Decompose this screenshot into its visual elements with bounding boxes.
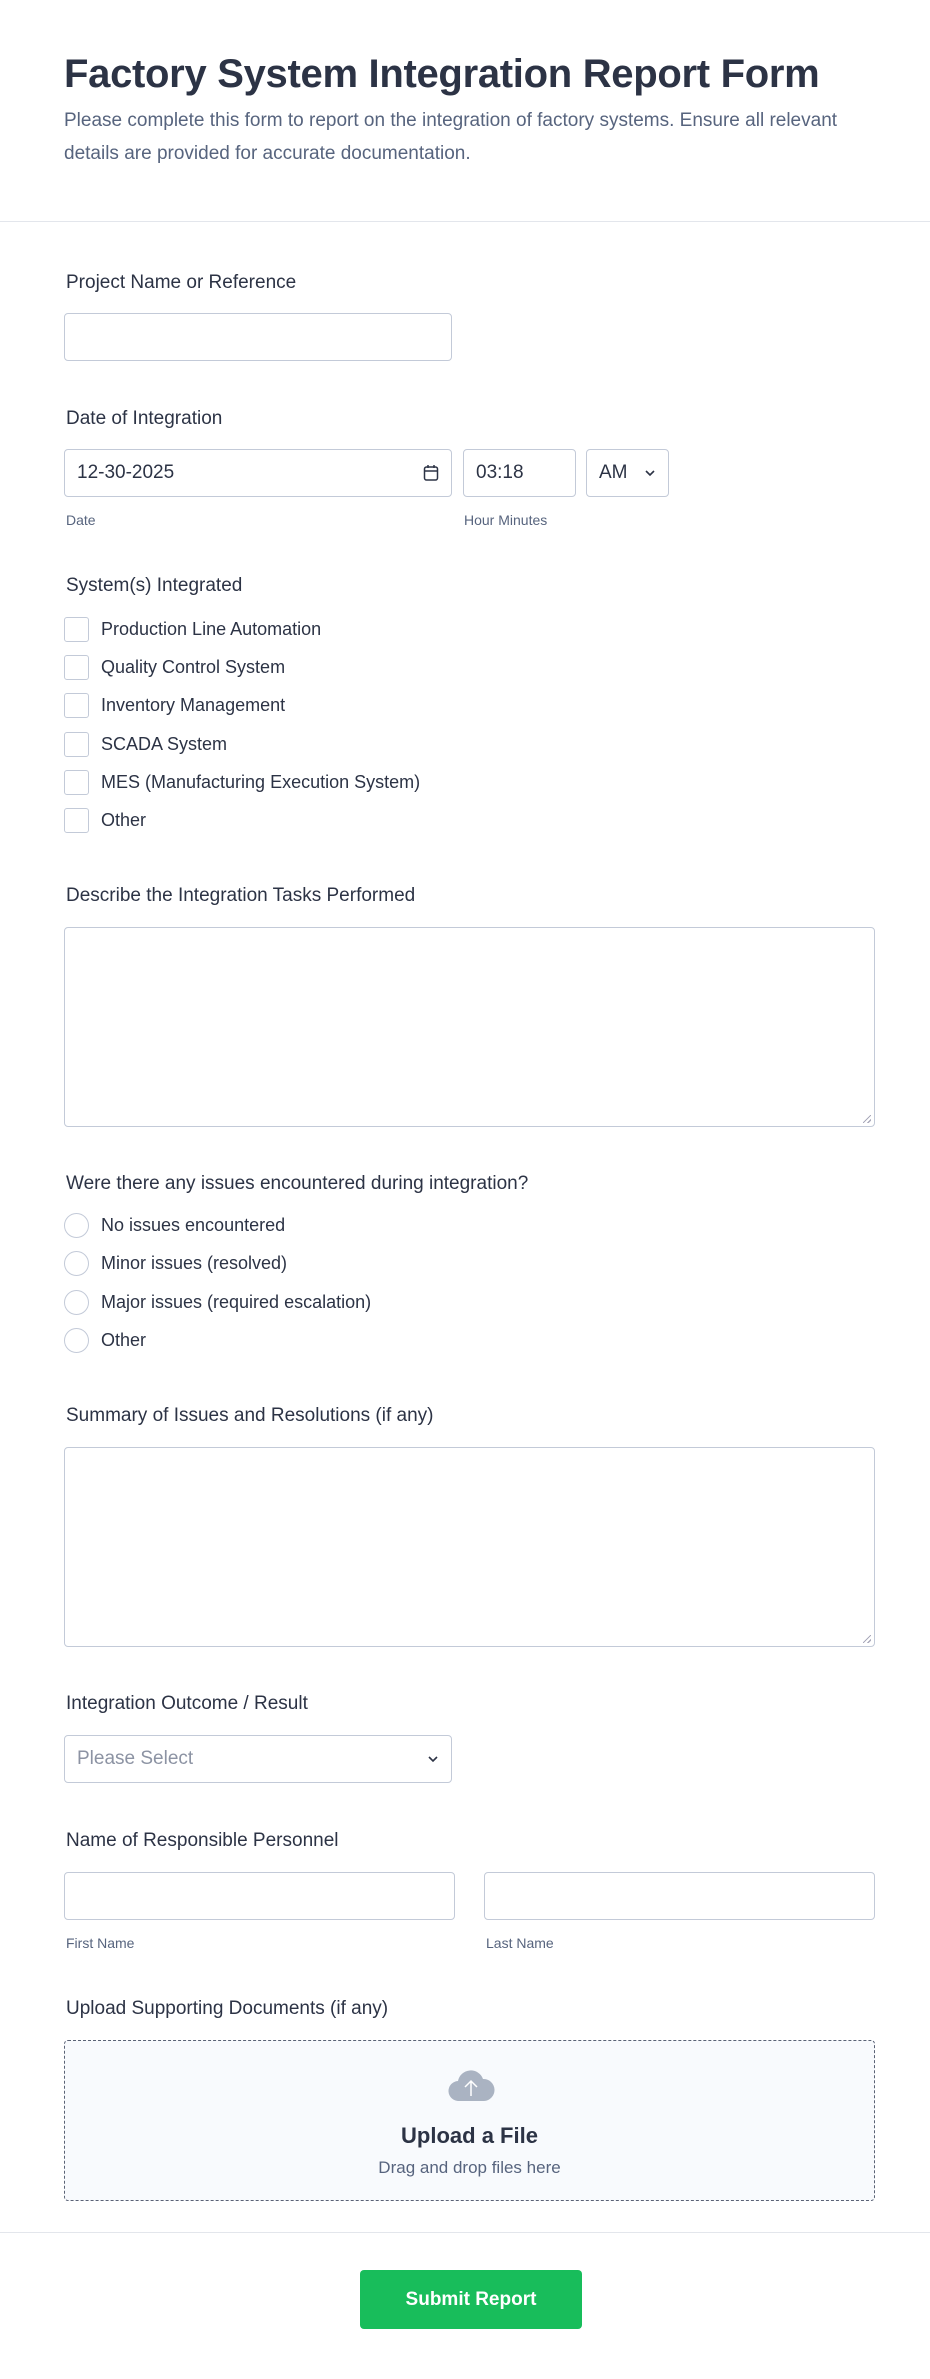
resize-handle-icon[interactable]	[863, 1635, 871, 1643]
checkbox-option[interactable]	[64, 617, 321, 642]
checkbox-option[interactable]	[64, 732, 227, 757]
summary-textarea[interactable]	[64, 1447, 875, 1647]
submit-button[interactable]: Submit Report	[360, 2270, 582, 2329]
checkbox[interactable]	[64, 732, 89, 757]
radio[interactable]	[64, 1213, 89, 1238]
outcome-label: Integration Outcome / Result	[66, 1693, 308, 1714]
checkbox[interactable]	[64, 617, 89, 642]
option-label: MES (Manufacturing Execution System)	[101, 772, 421, 792]
radio-option[interactable]	[64, 1251, 287, 1276]
date-input[interactable]	[64, 449, 452, 497]
checkbox[interactable]	[64, 693, 89, 718]
personnel-label: Name of Responsible Personnel	[66, 1830, 339, 1851]
option-label: Minor issues (resolved)	[101, 1253, 288, 1273]
last-name-input[interactable]	[484, 1872, 875, 1920]
option-label: Major issues (required escalation)	[101, 1292, 372, 1312]
summary-label: Summary of Issues and Resolutions (if any)	[66, 1405, 434, 1426]
divider	[0, 2232, 930, 2233]
outcome-placeholder: Please Select	[77, 1748, 194, 1769]
divider	[0, 221, 930, 222]
checkbox[interactable]	[64, 770, 89, 795]
checkbox-option[interactable]	[64, 808, 146, 833]
checkbox[interactable]	[64, 655, 89, 680]
chevron-down-icon	[427, 1755, 439, 1763]
option-label: Inventory Management	[101, 695, 286, 715]
cloud-upload-icon	[447, 2067, 495, 2101]
upload-hint: Drag and drop files here	[378, 2158, 561, 2177]
radio[interactable]	[64, 1328, 89, 1353]
outcome-select[interactable]	[64, 1735, 452, 1783]
upload-title: Upload a File	[401, 2123, 538, 2148]
date-sublabel: Date	[66, 512, 96, 528]
tasks-textarea[interactable]	[64, 927, 875, 1127]
chevron-down-icon	[644, 469, 656, 477]
radio-option[interactable]	[64, 1290, 371, 1315]
option-label: Other	[101, 1330, 147, 1350]
resize-handle-icon[interactable]	[863, 1115, 871, 1123]
project-name-input[interactable]	[64, 313, 452, 361]
ampm-value: AM	[599, 462, 628, 483]
time-sublabel: Hour Minutes	[464, 512, 548, 528]
tasks-label: Describe the Integration Tasks Performed	[66, 885, 416, 906]
issues-label: Were there any issues encountered during integration?	[66, 1173, 529, 1194]
radio-option[interactable]	[64, 1213, 285, 1238]
date-label: Date of Integration	[66, 408, 223, 429]
form-title: Factory System Integration Report Form	[64, 52, 820, 96]
form-description: Please complete this form to report on the integration of factory systems. Ensure all relevant details are provided for accurate documentation.	[64, 110, 838, 164]
ampm-select[interactable]	[586, 449, 669, 497]
radio[interactable]	[64, 1251, 89, 1276]
radio-option[interactable]	[64, 1328, 146, 1353]
checkbox-option[interactable]	[64, 693, 285, 718]
file-dropzone[interactable]	[64, 2040, 875, 2201]
project-label: Project Name or Reference	[66, 272, 297, 293]
option-label: No issues encountered	[101, 1215, 286, 1235]
time-input[interactable]	[463, 449, 576, 497]
first-name-input[interactable]	[64, 1872, 455, 1920]
calendar-icon[interactable]	[423, 464, 439, 482]
option-label: SCADA System	[101, 734, 228, 754]
date-value: 12-30-2025	[77, 462, 175, 483]
first-name-sublabel: First Name	[66, 1935, 135, 1951]
radio[interactable]	[64, 1290, 89, 1315]
option-label: Production Line Automation	[101, 619, 322, 639]
checkbox[interactable]	[64, 808, 89, 833]
checkbox-option[interactable]	[64, 655, 285, 680]
checkbox-option[interactable]	[64, 770, 420, 795]
option-label: Quality Control System	[101, 657, 286, 677]
time-value: 03:18	[476, 462, 524, 483]
upload-label: Upload Supporting Documents (if any)	[66, 1998, 389, 2019]
systems-label: System(s) Integrated	[66, 575, 243, 596]
last-name-sublabel: Last Name	[486, 1935, 554, 1951]
option-label: Other	[101, 810, 147, 830]
